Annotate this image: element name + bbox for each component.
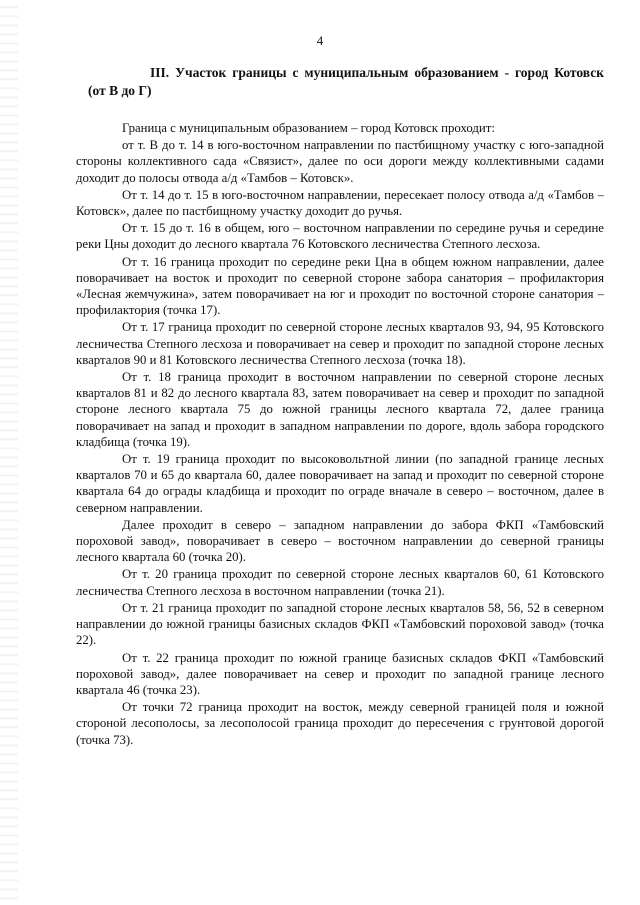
paragraph-segment-18-19: От т. 18 граница проходит в восточном направлении по северной стороне лесных кварталов 81 и 82 до лесного квартала 83, затем поворачивает на север и проходит по западной стороне лесного квартала 75 до южной границы лесного квартала 72, далее граница поворачивает на запад и проходит в западном направлении по дороге, вдоль забора городского кладбища (точка 19). xyxy=(76,370,604,449)
paragraph-segment-20-21: От т. 20 граница проходит по северной стороне лесных кварталов 60, 61 Котовского лесничества Степного лесхоза в восточном направлении (точка 21). xyxy=(76,567,604,598)
paragraph-segment-72-73: От точки 72 граница проходит на восток, между северной границей поля и южной стороной лесополосы, за лесополосой граница проходит до пересечения с грунтовой дорогой (точка 73). xyxy=(76,700,604,747)
paragraph-segment-to-20: Далее проходит в северо – западном направлении до забора ФКП «Тамбовский пороховой завод», поворачивает в северо – восточном направлении до северной границы лесного квартала 60 (точка 20). xyxy=(76,517,604,565)
paragraph-segment-b-14: от т. В до т. 14 в юго-восточном направлении по пастбищному участку с юго-западной стороны коллективного сада «Связист», далее по оси дороги между коллективными садами доходит до полосы отвода а/д «Тамбов – Котовск». xyxy=(76,138,604,185)
paragraph-intro: Граница с муниципальным образованием – город Котовск проходит: xyxy=(122,121,495,135)
paragraph-segment-16-17: От т. 16 граница проходит по середине реки Цна в общем южном направлении, далее поворачивает на восток и проходит по северной стороне забора санатория – профилактория «Лесная жемчужина», затем поворачивает на юг и проходит по восточной стороне санатория – профилактория (точка 17). xyxy=(76,254,604,318)
paragraph-segment-17-18: От т. 17 граница проходит по северной стороне лесных кварталов 93, 94, 95 Котовского лесничества Степного лесхоза и поворачивает на север и проходит по западной стороне лесных кварталов 90 и 81 Котовского лесничества Степного лесхоза (точка 18). xyxy=(76,320,604,367)
paragraph-segment-15-16: От т. 15 до т. 16 в общем, юго – восточном направлении по середине ручья и середине реки Цны доходит до лесного квартала 76 Котовского лесничества Степного лесхоза. xyxy=(76,221,604,252)
page-number: 4 xyxy=(316,33,324,48)
section-heading: III. Участок границы с муниципальным образованием - город Котовск (от В до Г) xyxy=(88,65,604,98)
document-body xyxy=(76,64,604,749)
paragraph-segment-19: От т. 19 граница проходит по высоковольтной линии (по западной границе лесных кварталов 70 и 65 до квартала 60, далее поворачивает на запад и проходит по северной стороне квартала 64 до ограды кладбища и проходит по ограде вначале в северо – восточном, далее в северном направлении. xyxy=(76,452,604,515)
scan-edge-artifact xyxy=(0,0,18,905)
paragraph-segment-22-23: От т. 22 граница проходит по южной границе базисных складов ФКП «Тамбовский пороховой завод», далее поворачивает на север и проходит по западной границе лесного квартала 46 (точка 23). xyxy=(76,650,604,697)
paragraph-segment-14-15: От т. 14 до т. 15 в юго-восточном направлении, пересекает полосу отвода а/д «Тамбов – Котовск», далее по пастбищному участку доходит до ручья. xyxy=(76,187,604,219)
paragraph-segment-21-22: От т. 21 граница проходит по западной стороне лесных кварталов 58, 56, 52 в северном направлении до южной границы базисных складов ФКП «Тамбовский пороховой завод» (точка 22). xyxy=(76,600,604,648)
